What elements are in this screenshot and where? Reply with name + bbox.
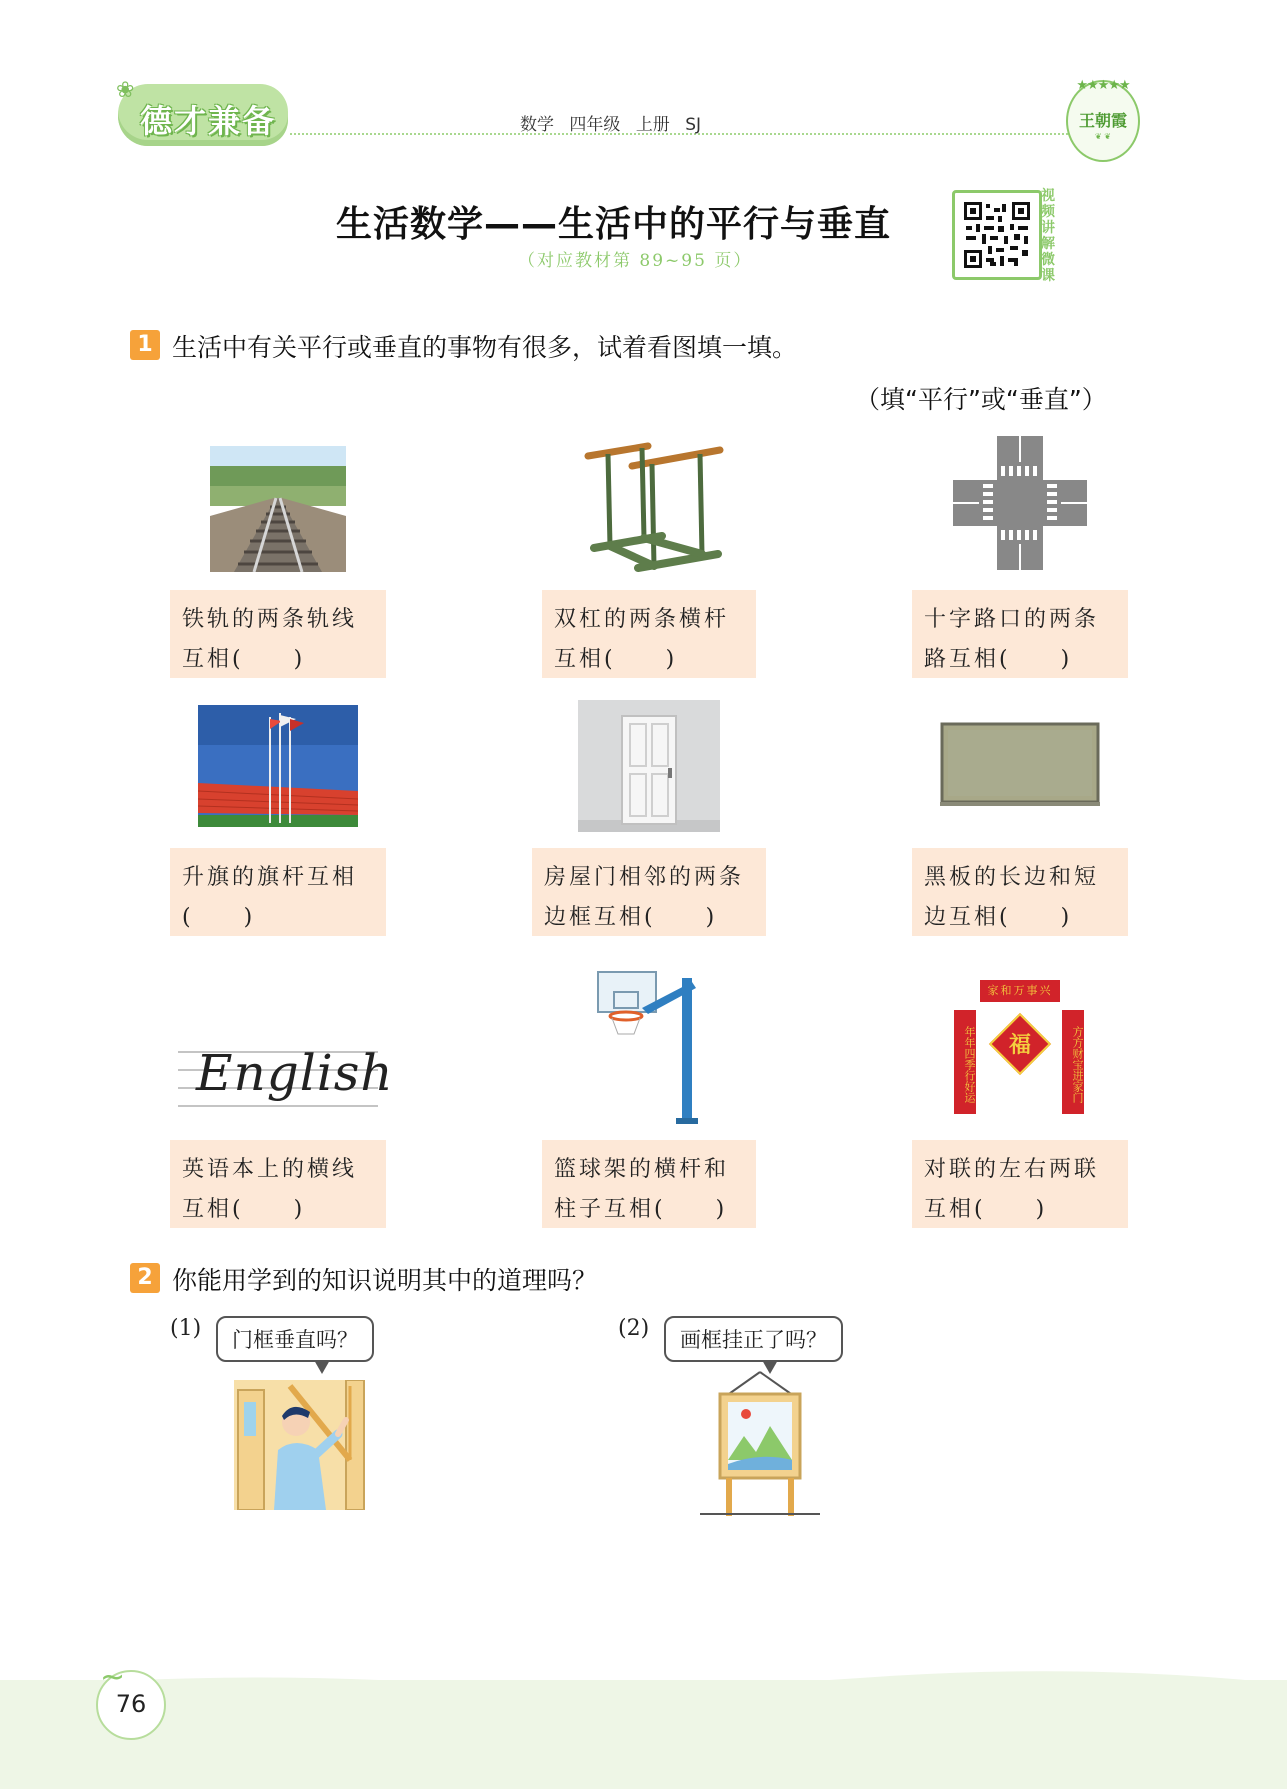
blackboard-image (940, 722, 1100, 808)
basketball-hoop-image (596, 968, 706, 1128)
author-seal (1066, 80, 1140, 162)
card-line-2[interactable]: 互相( ) (182, 1197, 306, 1222)
card-line-2[interactable]: 互相( ) (924, 1197, 1048, 1222)
door-image (578, 700, 720, 832)
card-line-1: 十字路口的两条 (924, 607, 1100, 632)
question-2-text: 你能用学到的知识说明其中的道理吗？ (172, 1266, 598, 1295)
card-line-2[interactable]: 柱子互相( ) (554, 1197, 728, 1222)
card-line-2[interactable]: 边框互相( ) (544, 905, 718, 930)
page-number: 76 (115, 1690, 147, 1718)
brand-text: 德才兼备 (140, 102, 277, 140)
door-frame-illustration (234, 1380, 368, 1510)
seal-decoration: ❦ ❦ (1095, 132, 1111, 141)
card-line-1: 黑板的长边和短 (924, 865, 1100, 890)
qr-code-icon (964, 202, 1030, 268)
speech-bubble-1: 门框垂直吗？ (216, 1316, 374, 1362)
subquestion-1-label: (1) (170, 1316, 202, 1341)
palm-icon: ❀ (116, 78, 135, 103)
qr-label: 视频讲解微课 (1041, 188, 1055, 284)
subquestion-2-label: (2) (618, 1316, 650, 1341)
footer-band (0, 1680, 1287, 1789)
question-1-note: （填“平行”或“垂直”） (855, 385, 1107, 414)
fill-card-blackboard (912, 848, 1128, 936)
card-line-1: 篮球架的横杆和 (554, 1157, 730, 1182)
question-2-number: 2 (130, 1263, 160, 1293)
english-word: English (196, 1044, 394, 1102)
couplet-left: 年年四季行好运 (954, 1010, 976, 1114)
flagpole-image (198, 705, 358, 827)
header-edition: SJ (685, 115, 702, 135)
couplet-right: 方方财宝进家门 (1062, 1010, 1084, 1114)
header-volume: 上册 (635, 115, 670, 135)
header-info (520, 110, 701, 135)
fu-character: 福 (1008, 1033, 1031, 1058)
brand-logo (118, 84, 288, 146)
page-title: 生活数学——生活中的平行与垂直 (336, 204, 892, 245)
stars-icon: ★★★★★ (1076, 78, 1130, 93)
card-line-1: 铁轨的两条轨线 (182, 607, 358, 632)
card-line-1: 对联的左右两联 (924, 1157, 1100, 1182)
page-subtitle: （对应教材第 89~95 页） (518, 251, 753, 271)
couplet-image (950, 980, 1090, 1116)
fill-card-door (532, 848, 766, 936)
dolphin-icon: ~ (100, 1660, 126, 1695)
fill-card-crossroad (912, 590, 1128, 678)
railway-image (210, 446, 346, 572)
fill-card-couplet (912, 1140, 1128, 1228)
fill-card-parallel-bars (542, 590, 756, 678)
card-line-1: 房屋门相邻的两条 (544, 865, 745, 890)
picture-frame-illustration (700, 1366, 820, 1516)
parallel-bars-image (580, 436, 730, 578)
fill-card-basketball-hoop (542, 1140, 756, 1228)
couplet-top: 家和万事兴 (980, 980, 1060, 1002)
fill-card-railway (170, 590, 386, 678)
fill-card-english-lines (170, 1140, 386, 1228)
card-line-2[interactable]: 边互相( ) (924, 905, 1073, 930)
card-line-2[interactable]: 互相( ) (554, 647, 678, 672)
card-line-2[interactable]: 互相( ) (182, 647, 306, 672)
header-grade: 四年级 (569, 115, 621, 135)
header-subject: 数学 (520, 115, 554, 135)
crossroad-image (953, 436, 1087, 570)
card-line-2[interactable]: 路互相( ) (924, 647, 1073, 672)
card-line-1: 双杠的两条横杆 (554, 607, 730, 632)
card-line-2[interactable]: ( ) (182, 905, 256, 930)
english-notebook-image (178, 1042, 394, 1118)
speech-bubble-2: 画框挂正了吗？ (664, 1316, 843, 1362)
question-1-number: 1 (130, 330, 160, 360)
card-line-1: 升旗的旗杆互相 (182, 865, 358, 890)
qr-code[interactable] (952, 190, 1042, 280)
seal-text: 王朝霞 (1078, 111, 1127, 130)
fill-card-flagpole (170, 848, 386, 936)
question-1-text: 生活中有关平行或垂直的事物有很多，试着看图填一填。 (172, 333, 798, 362)
card-line-1: 英语本上的横线 (182, 1157, 358, 1182)
